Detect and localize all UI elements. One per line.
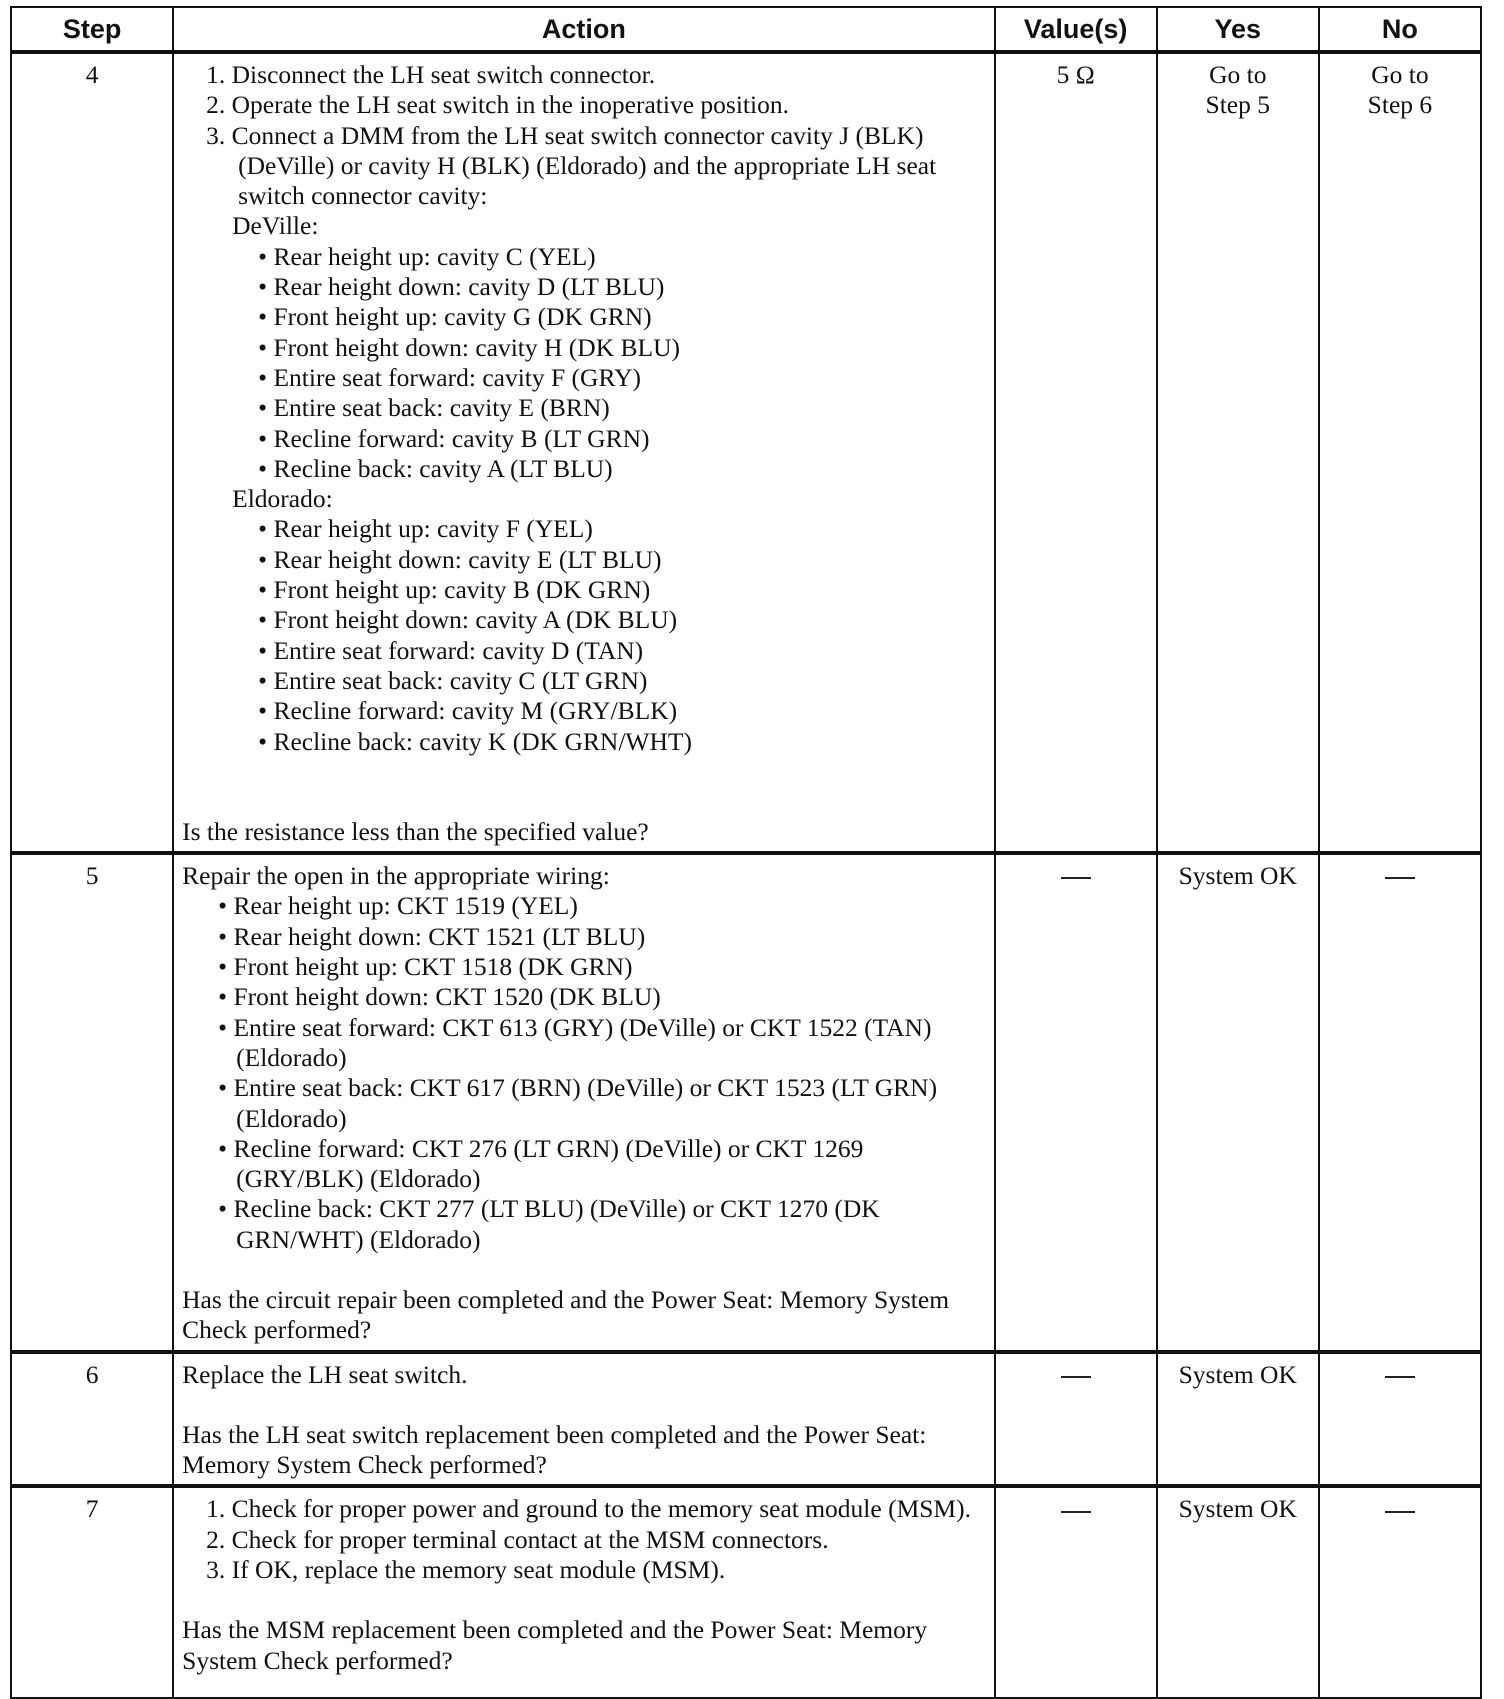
numbered-list <box>182 1494 983 1585</box>
yes-cell <box>1157 52 1319 853</box>
dash-mark <box>1385 877 1415 879</box>
value-cell <box>995 1352 1157 1487</box>
list-item: • Front height up: CKT 1518 (DK GRN) <box>182 952 983 982</box>
table-row <box>11 853 1481 1351</box>
question-text: Is the resistance less than the specified value? <box>182 816 649 846</box>
no-line: Step 6 <box>1367 90 1433 120</box>
dash-mark <box>1061 1511 1091 1513</box>
bullet-list <box>182 242 983 484</box>
list-item: • Front height down: cavity H (DK BLU) <box>182 333 983 363</box>
intro-text: Repair the open in the appropriate wiring: <box>182 861 610 891</box>
action-cell <box>173 52 994 853</box>
yes-cell: System OK <box>1157 1352 1319 1487</box>
no-cell <box>1319 52 1481 853</box>
question-text: Has the LH seat switch replacement been completed and the Power Seat: Memory System Check performed? <box>182 1419 927 1480</box>
yes-line: Step 5 <box>1205 90 1270 120</box>
list-item: • Entire seat back: cavity C (LT GRN) <box>182 666 983 696</box>
list-item: • Front height up: cavity G (DK GRN) <box>182 302 983 332</box>
step-number: 4 <box>11 52 173 853</box>
bullet-list <box>182 891 983 1255</box>
table-row <box>11 1486 1481 1698</box>
list-item: • Recline forward: cavity B (LT GRN) <box>182 424 983 454</box>
header-action: Action <box>173 7 994 52</box>
step-number: 7 <box>11 1486 173 1698</box>
table-row <box>11 1352 1481 1487</box>
value-cell <box>995 853 1157 1351</box>
list-item: • Recline back: cavity A (LT BLU) <box>182 454 983 484</box>
list-item: 1. Disconnect the LH seat switch connector. <box>206 60 656 89</box>
intro-text: Replace the LH seat switch. <box>182 1359 468 1389</box>
no-cell <box>1319 1352 1481 1487</box>
header-step: Step <box>11 7 173 52</box>
action-cell <box>173 1486 994 1698</box>
list-item: • Entire seat forward: CKT 613 (GRY) (DeVille) or CKT 1522 (TAN) (Eldorado) <box>182 1013 983 1074</box>
header-no: No <box>1319 7 1481 52</box>
list-item: • Rear height down: CKT 1521 (LT BLU) <box>182 922 983 952</box>
list-item: • Rear height down: cavity E (LT BLU) <box>182 545 983 575</box>
no-cell <box>1319 1486 1481 1698</box>
action-cell <box>173 853 994 1351</box>
dash-mark <box>1385 1376 1415 1378</box>
list-item: • Front height down: cavity A (DK BLU) <box>182 605 983 635</box>
dash-mark <box>1061 1376 1091 1378</box>
table-row <box>11 52 1481 853</box>
yes-cell: System OK <box>1157 853 1319 1351</box>
list-item: 2. Check for proper terminal contact at the MSM connectors. <box>206 1524 829 1554</box>
numbered-list <box>182 60 983 211</box>
no-cell <box>1319 853 1481 1351</box>
list-item: 3. Connect a DMM from the LH seat switch connector cavity J (BLK) (DeVille) or cavity H (BLK) (Eldorado) and the appropriate LH seat switch connector cavity: <box>206 120 937 211</box>
list-item: • Recline back: cavity K (DK GRN/WHT) <box>182 727 983 757</box>
list-item: • Entire seat back: CKT 617 (BRN) (DeVille) or CKT 1523 (LT GRN) (Eldorado) <box>182 1073 983 1134</box>
header-row <box>11 7 1481 52</box>
value-cell: 5 Ω <box>995 52 1157 853</box>
step-number: 5 <box>11 853 173 1351</box>
header-yes: Yes <box>1157 7 1319 52</box>
step-number: 6 <box>11 1352 173 1487</box>
list-item: 2. Operate the LH seat switch in the inoperative position. <box>206 90 789 120</box>
subheading-deville: DeVille: <box>232 211 319 241</box>
list-item: • Rear height up: cavity C (YEL) <box>182 242 983 272</box>
list-item: • Recline forward: cavity M (GRY/BLK) <box>182 696 983 726</box>
header-values: Value(s) <box>995 7 1157 52</box>
list-item: • Front height up: cavity B (DK GRN) <box>182 575 983 605</box>
dash-mark <box>1385 1511 1415 1513</box>
list-item: • Entire seat forward: cavity D (TAN) <box>182 636 983 666</box>
list-item: • Recline forward: CKT 276 (LT GRN) (DeVille) or CKT 1269 (GRY/BLK) (Eldorado) <box>182 1134 983 1195</box>
list-item: 3. If OK, replace the memory seat module (MSM). <box>206 1555 726 1585</box>
list-item: 1. Check for proper power and ground to the memory seat module (MSM). <box>206 1494 971 1524</box>
list-item: • Entire seat forward: cavity F (GRY) <box>182 363 983 393</box>
question-text: Has the MSM replacement been completed and the Power Seat: Memory System Check performed? <box>182 1615 928 1675</box>
list-item: • Rear height down: cavity D (LT BLU) <box>182 272 983 302</box>
yes-cell: System OK <box>1157 1486 1319 1698</box>
dash-mark <box>1061 877 1091 879</box>
list-item: • Recline back: CKT 277 (LT BLU) (DeVille) or CKT 1270 (DK GRN/WHT) (Eldorado) <box>182 1194 983 1255</box>
question-text: Has the circuit repair been completed and the Power Seat: Memory System Check performed? <box>182 1284 950 1345</box>
bullet-list <box>182 514 983 756</box>
action-cell <box>173 1352 994 1487</box>
yes-line: Go to <box>1209 60 1267 89</box>
list-item: • Rear height up: cavity F (YEL) <box>182 514 983 544</box>
diagnostic-table <box>10 6 1482 1699</box>
list-item: • Rear height up: CKT 1519 (YEL) <box>182 891 983 921</box>
list-item: • Entire seat back: cavity E (BRN) <box>182 393 983 423</box>
value-cell <box>995 1486 1157 1698</box>
list-item: • Front height down: CKT 1520 (DK BLU) <box>182 982 983 1012</box>
subheading-eldorado: Eldorado: <box>232 484 333 514</box>
no-line: Go to <box>1371 60 1429 89</box>
